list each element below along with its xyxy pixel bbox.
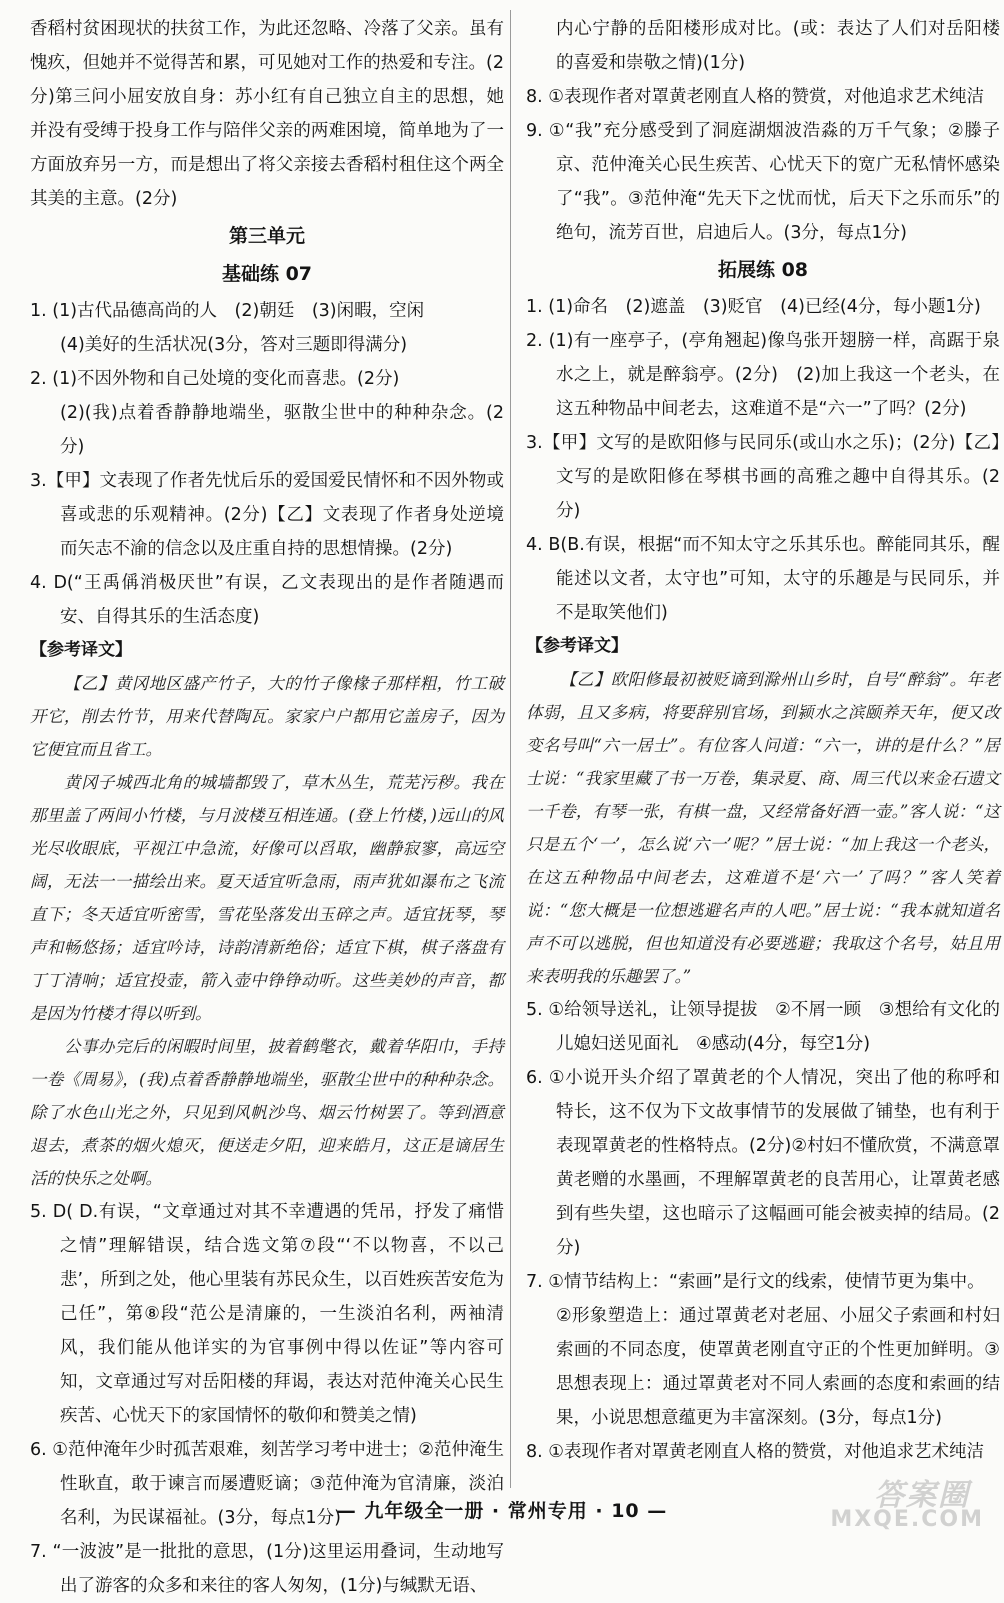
ext-answer-7-cont: ②形象塑造上：通过罩黄老对老屈、小屈父子索画和村妇索画的不同态度，使罩黄老刚直守正的个性更加鲜明。③思想表现上：通过罩黄老对不同人索画的态度和索画的结果，小说思想意蕴更为丰富深刻。(3分，每点1分) [556,1306,1000,1428]
ext-answer-5: 5. ①给领导送礼，让领导提拔 ②不屑一顾 ③想给有文化的儿媳妇送见面礼 ④感动(4分，每空1分) [526,1000,1000,1054]
answer-7-cont: 内心宁静的岳阳楼形成对比。(或：表达了人们对岳阳楼的喜爱和崇敬之情)(1分) [556,19,1000,73]
answer-3: 3.【甲】文表现了作者先忧后乐的爱国爱民情怀和不因外物或喜或悲的乐观精神。(2分)【乙】文表现了作者身处逆境而矢志不渝的信念以及庄重自持的思想情操。(2分) [30,471,504,559]
answer-6: 6. ①范仲淹年少时孤苦艰难，刻苦学习考中进士；②范仲淹生性耿直，敢于谏言而屡遭贬谪；③范仲淹为官清廉，淡泊名利，为民谋福祉。(3分，每点1分) [30,1440,504,1528]
translation-para-1: 【乙】黄冈地区盛产竹子，大的竹子像椽子那样粗，竹工破开它，削去竹节，用来代替陶瓦。家家户户都用它盖房子，因为它便宜而且省工。 [30,674,504,759]
watermark-url: MXQE.COM [830,1507,984,1532]
translation-para-3: 公事办完后的闲暇时间里，披着鹤氅衣，戴着华阳巾，手持一卷《周易》，(我)点着香静静地端坐，驱散尘世中的种种杂念。除了水色山光之外，只见到风帆沙鸟、烟云竹树罢了。等到酒意退去，煮茶的烟火熄灭，便送走夕阳，迎来皓月，这正是谪居生活的快乐之处啊。 [30,1037,504,1188]
answer-9: 9. ①“我”充分感受到了洞庭湖烟波浩淼的万千气象；②滕子京、范仲淹关心民生疾苦、心忧天下的宽广无私情怀感染了“我”。③范仲淹“先天下之忧而忧，后天下之乐而乐”的绝句，流芳百世，启迪后人。(3分，每点1分) [526,121,1000,243]
unit-title: 第三单元 [228,225,305,247]
answer-4: 4. D(“王禹偁消极厌世”有误，乙文表现出的是作者随遇而安、自得其乐的生活态度) [30,573,504,627]
reference-translation-label-2: 【参考译文】 [526,636,628,656]
right-column [526,12,1000,1469]
ext-answer-6: 6. ①小说开头介绍了罩黄老的个人情况，突出了他的称呼和特长，这不仅为下文故事情节的发展做了铺垫，也有利于表现罩黄老的性格特点。(2分)②村妇不懂欣赏，不满意罩黄老赠的水墨画，不理解罩黄老的良苦用心，让罩黄老感到有些失望，这也暗示了这幅画可能会被卖掉的结局。(2分) [526,1068,1000,1258]
answer-2: 2. (1)不因外物和自己处境的变化而喜悲。(2分) [30,369,400,389]
ext-answer-8: 8. ①表现作者对罩黄老刚直人格的赞赏，对他追求艺术纯洁 [526,1442,984,1462]
answer-1-cont: (4)美好的生活状况(3分，答对三题即得满分) [60,335,408,355]
section-title-extension: 拓展练 08 [717,259,809,281]
answer-2-cont: (2)(我)点着香静静地端坐，驱散尘世中的种种杂念。(2分) [60,403,504,457]
answer-1: 1. (1)古代品德高尚的人 (2)朝廷 (3)闲暇，空闲 [30,301,425,321]
ext-answer-1: 1. (1)命名 (2)遮盖 (3)贬官 (4)已经(4分，每小题1分) [526,297,981,317]
translation-para-2: 黄冈子城西北角的城墙都毁了，草木丛生，荒芜污秽。我在那里盖了两间小竹楼，与月波楼互相连通。(登上竹楼，)远山的风光尽收眼底，平视江中急流，好像可以舀取，幽静寂寥，高远空阔，无法一一描绘出来。夏天适宜听急雨，雨声犹如瀑布之飞流直下；冬天适宜听密雪，雪花坠落发出玉碎之声。适宜抚琴，琴声和畅悠扬；适宜吟诗，诗韵清新绝俗；适宜下棋，棋子落盘有丁丁清响；适宜投壶，箭入壶中铮铮动听。这些美妙的声音，都是因为竹楼才得以听到。 [30,773,504,1023]
ext-answer-7: 7. ①情节结构上：“索画”是行文的线索，使情节更为集中。 [526,1272,985,1292]
answer-7: 7. “一波波”是一批批的意思，(1分)这里运用叠词，生动地写出了游客的众多和来往的客人匆匆，(1分)与缄默无语、 [30,1542,504,1596]
translation-para-ext: 【乙】欧阳修最初被贬谪到滁州山乡时，自号“醉翁”。年老体弱，且又多病，将要辞别官场，到颍水之滨颐养天年，便又改变名号叫“六一居士”。有位客人问道：“六一，讲的是什么？”居士说：“我家里藏了书一万卷，集录夏、商、周三代以来金石遗文一千卷，有琴一张，有棋一盘，又经常备好酒一壶。”客人说：“这只是五个‘一’，怎么说‘六一’呢？”居士说：“加上我这一个老头，在这五种物品中间老去，这难道不是‘六一’了吗？”客人笑着说：“您大概是一位想逃避名声的人吧。”居士说：“我本就知道名声不可以逃脱，但也知道没有必要逃避；我取这个名号，姑且用来表明我的乐趣罢了。” [526,670,1000,986]
column-divider [510,10,511,1488]
answer-8: 8. ①表现作者对罩黄老刚直人格的赞赏，对他追求艺术纯洁 [526,87,984,107]
answer-5: 5. D( D.有误，“文章通过对其不幸遭遇的凭吊，抒发了痛惜之情”理解错误，结合选文第⑦段“‘不以物喜，不以己悲’，所到之处，他心里装有苏民众生，以百姓疾苦安危为己任”，第⑧段“范公是清廉的，一生淡泊名利，两袖清风，我们能从他详实的为官事例中得以佐证”等内容可知，文章通过写对岳阳楼的拜谒，表达对范仲淹关心民生疾苦、心忧天下的家国情怀的敬仰和赞美之情) [30,1202,504,1426]
left-column [30,12,504,1603]
reference-translation-label: 【参考译文】 [30,640,132,660]
ext-answer-2: 2. (1)有一座亭子，(亭角翘起)像鸟张开翅膀一样，高踞于泉水之上，就是醉翁亭。(2分) (2)加上我这一个老头，在这五种物品中间老去，这难道不是“六一”了吗？(2分) [526,331,1000,419]
intro-paragraph: 香稻村贫困现状的扶贫工作，为此还忽略、冷落了父亲。虽有愧疚，但她并不觉得苦和累，可见她对工作的热爱和专注。(2分)第三问小屈安放自身：苏小红有自己独立自主的思想，她并没有受缚于投身工作与陪伴父亲的两难困境，简单地为了一方面放弃另一方，而是想出了将父亲接去香稻村租住这个两全其美的主意。(2分) [30,19,504,209]
watermark-logo [824,1470,992,1532]
ext-answer-3: 3.【甲】文写的是欧阳修与民同乐(或山水之乐)；(2分)【乙】文写的是欧阳修在琴棋书画的高雅之趣中自得其乐。(2分) [526,433,1000,521]
page-footer: — 九年级全一册 · 常州专用 · 10 — [336,1500,668,1522]
watermark-text: 答案圈 [874,1478,970,1513]
section-title-basic: 基础练 07 [221,263,313,285]
ext-answer-4: 4. B(B.有误，根据“而不知太守之乐其乐也。醉能同其乐，醒能述以文者，太守也”可知，太守的乐趣是与民同乐，并不是取笑他们) [526,535,1000,623]
